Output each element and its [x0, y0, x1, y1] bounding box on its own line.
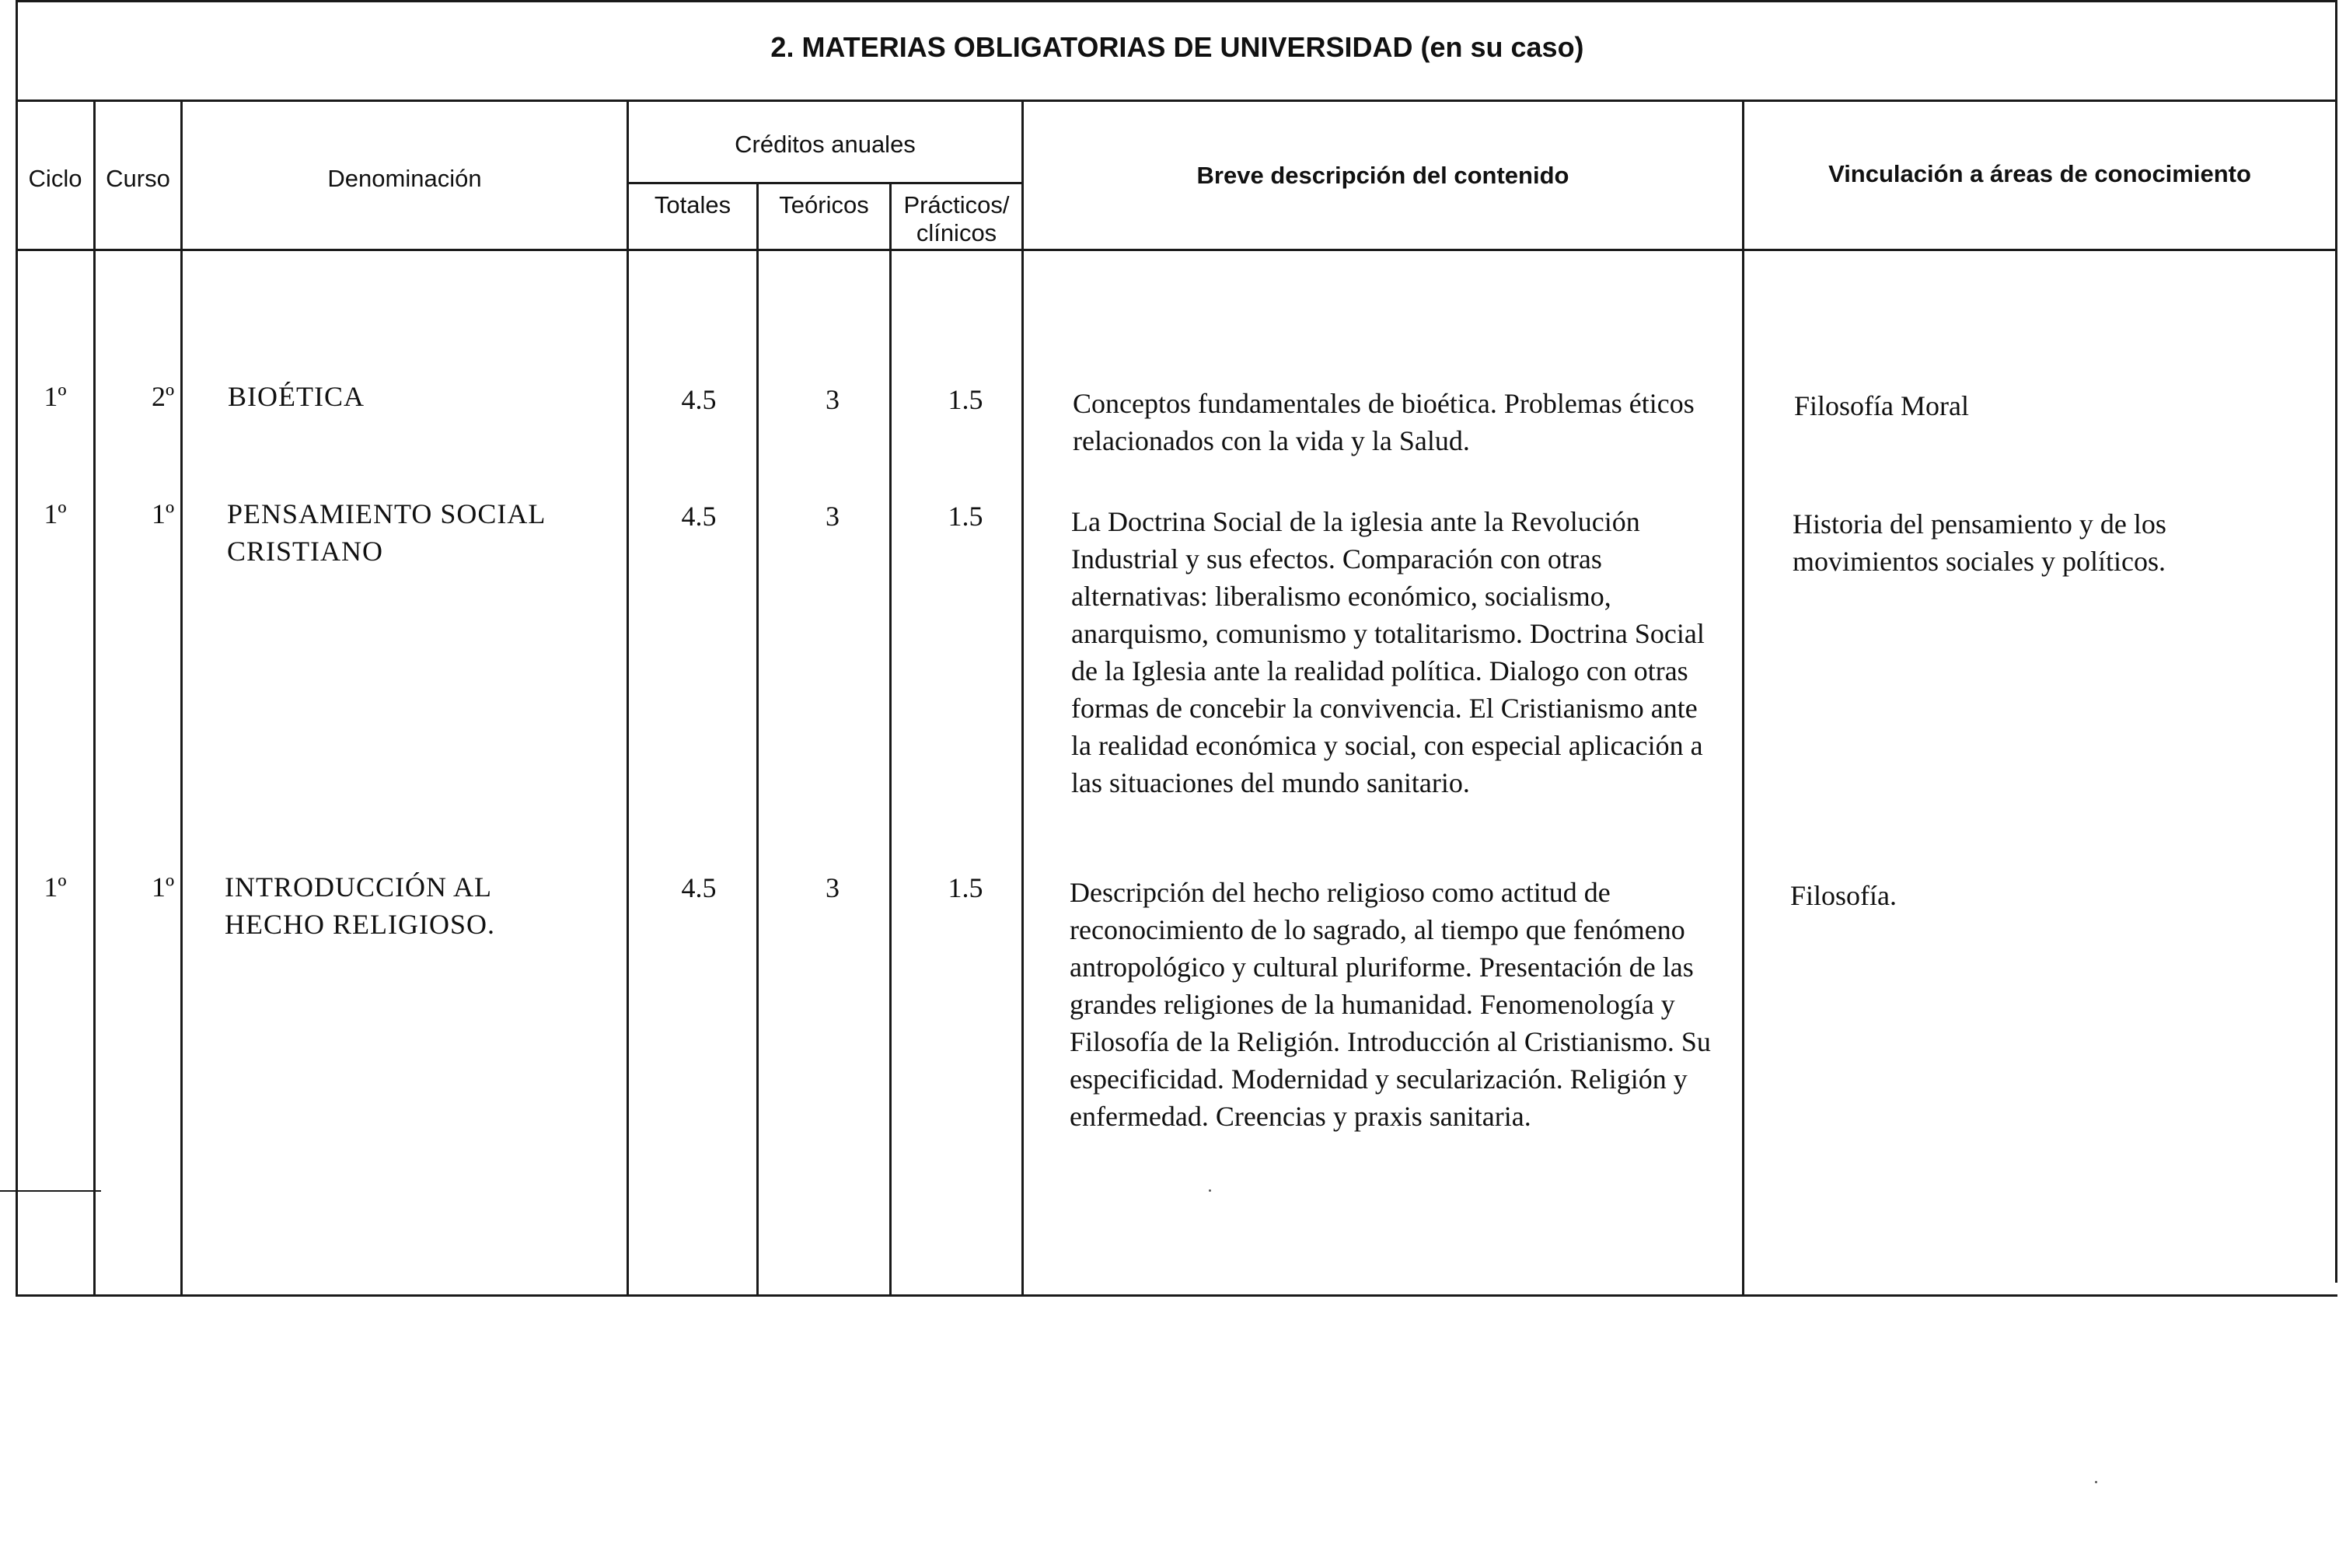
col-sep-totales-teoricos — [756, 182, 759, 1297]
table-row-1-curso: 2º — [152, 381, 175, 412]
table-row-2-descripcion: La Doctrina Social de la iglesia ante la Revolución Industrial y sus efectos. Comparación con otras alternativas: liberalismo económico, socialismo, anarquismo, comunismo y totalitarismo. Doctrina Social de la Iglesia ante la realidad política. Dialogo con otras formas de concebir la convivencia. El Cristianismo ante la realidad económica y social, con especial aplicación a las situaciones del mundo sanitario. — [1071, 506, 1705, 798]
header-practicos: Prácticos/ clínicos — [903, 191, 1010, 246]
title-top-rule — [16, 0, 2337, 2]
scan-speck — [1209, 1189, 1211, 1192]
page-title: 2. MATERIAS OBLIGATORIAS DE UNIVERSIDAD (en su caso) — [770, 31, 1584, 63]
stray-rule — [0, 1190, 101, 1192]
col-sep-ciclo-curso — [93, 100, 96, 1297]
table-row-3-descripcion: Descripción del hecho religioso como actitud de reconocimiento de lo sagrado, al tiempo que fenómeno antropológico y cultural pluriforme. Presentación de las grandes religiones de la humanidad. Fenomenología y Filosofía de la Religión. Introducción al Cristianismo. Su especificidad. Modernidad y secularización. Religión y enfermedad. Creencias y praxis sanitaria. — [1070, 877, 1711, 1132]
table-row-2-ciclo: 1º — [44, 498, 67, 529]
frame-left-border — [16, 0, 18, 1297]
table-row-1-practicos: 1.5 — [948, 384, 983, 415]
table-row-3-teoricos: 3 — [826, 872, 840, 903]
header-ciclo: Ciclo — [28, 165, 82, 192]
header-curso: Curso — [106, 165, 170, 192]
table-row-1-vinculacion: Filosofía Moral — [1794, 390, 1969, 421]
table-row-1-ciclo: 1º — [44, 381, 67, 412]
frame-right-border — [2335, 0, 2337, 1283]
table-row-3-ciclo: 1º — [44, 871, 67, 903]
table-row-2-teoricos: 3 — [826, 501, 840, 532]
table-row-3-vinculacion: Filosofía. — [1790, 880, 1897, 911]
table-row-2-vinculacion: Historia del pensamiento y de los movimientos sociales y políticos. — [1793, 508, 2166, 577]
scan-speck — [2095, 1481, 2097, 1483]
col-sep-teoricos-practicos — [889, 182, 892, 1297]
header-descripcion: Breve descripción del contenido — [1196, 162, 1569, 189]
table-row-2-totales: 4.5 — [681, 501, 717, 532]
col-sep-practicos-descripcion — [1021, 100, 1024, 1297]
col-sep-denominacion-totales — [627, 100, 629, 1297]
header-teoricos: Teóricos — [779, 191, 869, 218]
header-creditos-anuales: Créditos anuales — [735, 131, 916, 158]
col-sep-descripcion-vinculacion — [1742, 100, 1744, 1297]
header-denominacion: Denominación — [327, 165, 482, 192]
title-bottom-rule — [16, 100, 2337, 102]
col-sep-curso-denominacion — [180, 100, 183, 1297]
table-row-1-denominacion: BIOÉTICA — [228, 381, 365, 412]
table-row-2-practicos: 1.5 — [948, 501, 983, 532]
credits-subheader-rule — [628, 182, 1023, 184]
header-bottom-rule — [16, 249, 2337, 251]
header-totales: Totales — [654, 191, 731, 218]
table-row-1-descripcion: Conceptos fundamentales de bioética. Problemas éticos relacionados con la vida y la Salud. — [1073, 388, 1695, 456]
table-bottom-rule — [16, 1294, 2337, 1297]
table-row-3-curso: 1º — [152, 871, 175, 903]
table-row-3-practicos: 1.5 — [948, 872, 983, 903]
table-row-1-totales: 4.5 — [681, 384, 717, 415]
header-vinculacion: Vinculación a áreas de conocimiento — [1828, 160, 2251, 187]
table-row-2-denominacion: PENSAMIENTO SOCIAL CRISTIANO — [227, 498, 546, 567]
table-row-2-curso: 1º — [152, 498, 175, 529]
table-row-3-totales: 4.5 — [681, 872, 717, 903]
table-row-1-teoricos: 3 — [826, 384, 840, 415]
table-row-3-denominacion: INTRODUCCIÓN AL HECHO RELIGIOSO. — [225, 871, 495, 940]
